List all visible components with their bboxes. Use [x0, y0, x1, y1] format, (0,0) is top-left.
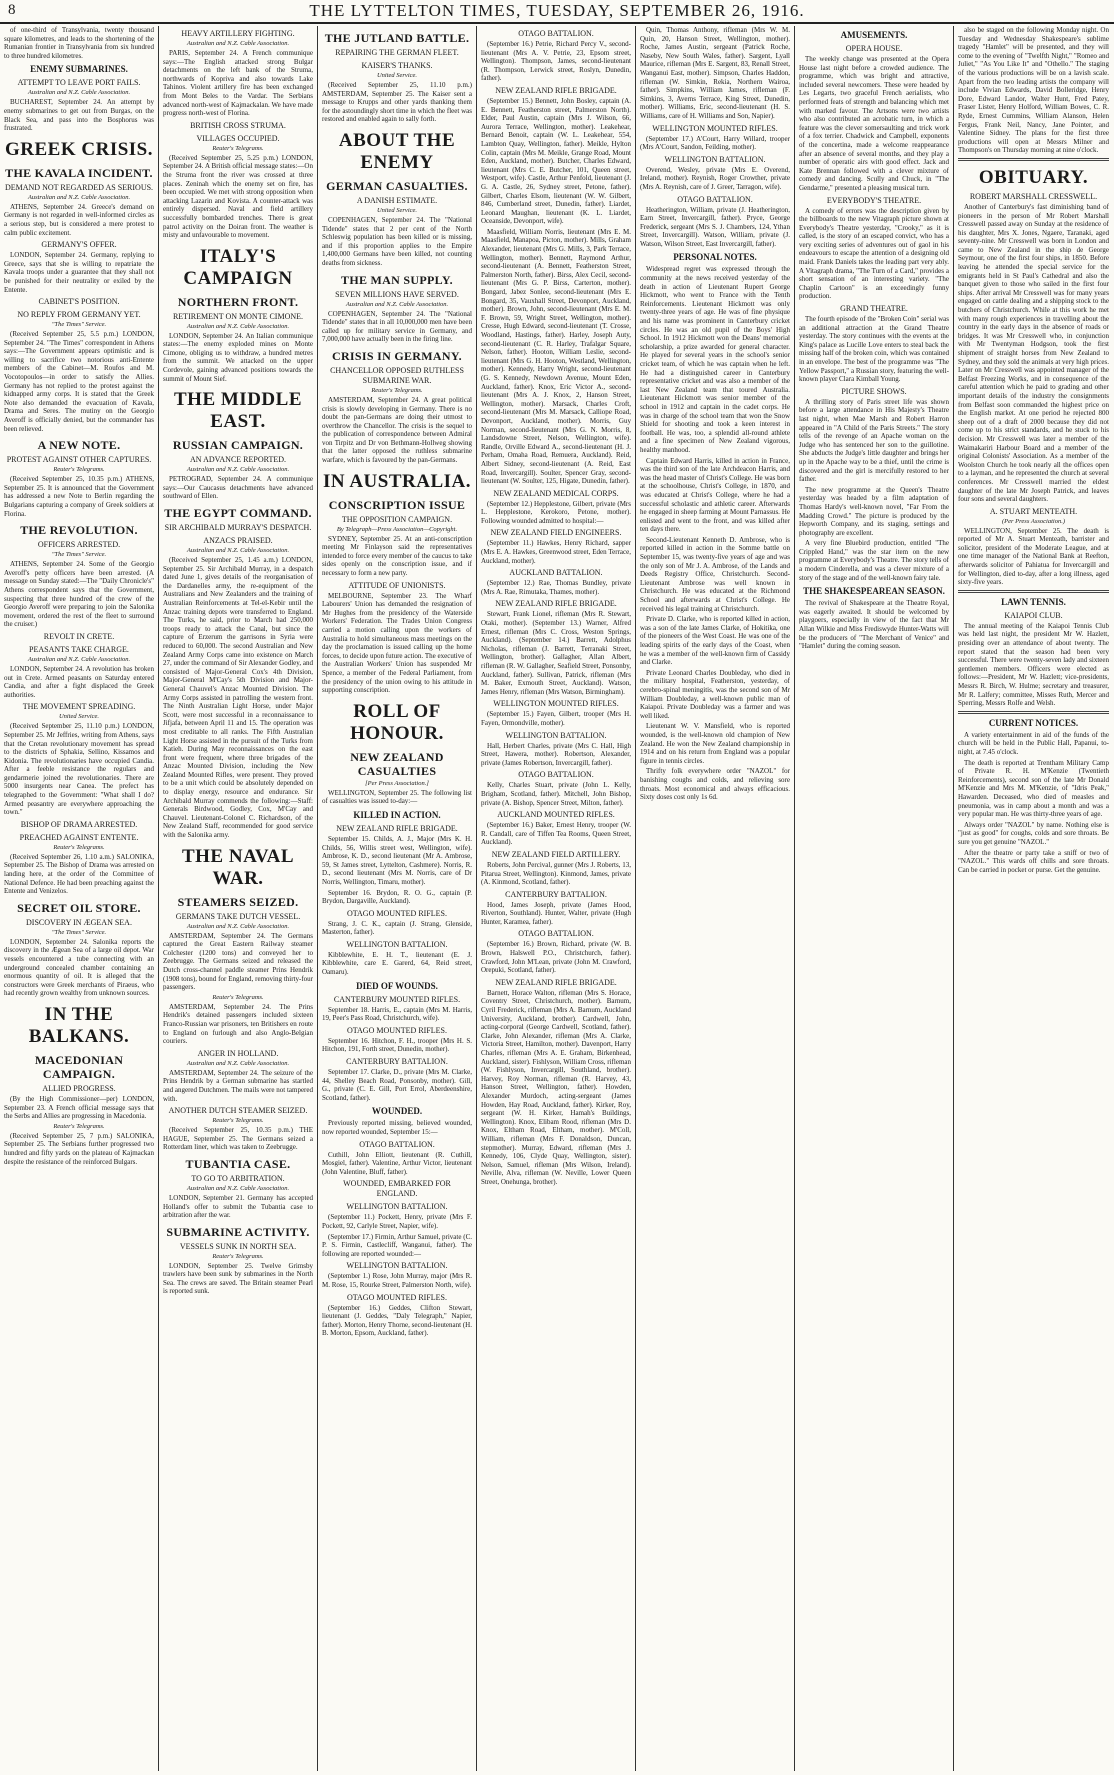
- article-paragraph: Roberts, John Percival, gunner (Mrs J. Roberts, 13, Pitarua Street, Wellington). Kinmond, James, private (A. Kinmond, Scotland, father).: [481, 860, 631, 887]
- small-headline: CANTERBURY BATTALION.: [346, 1057, 448, 1067]
- section-heading: THE MIDDLE EAST.: [174, 389, 302, 433]
- sub-headline: ENEMY SUBMARINES.: [30, 64, 128, 75]
- article-paragraph: ATHENS, September 24. Greece's demand on Germany is not regarded in well-informed circles as a serious step, but is considered a mere protest to calm public excitement.: [4, 202, 154, 237]
- wire-source: Australian and N.Z. Cable Association.: [186, 40, 290, 47]
- sub-headline: THE SHAKESPEAREAN SEASON.: [803, 586, 945, 597]
- article-paragraph: Hall, Herbert Charles, private (Mrs C. Hall, High Street, Hawera, mother). Robertson, Alexander, private (James Robertson, Invercargill, father).: [481, 741, 631, 767]
- article-paragraph: AMSTERDAM, September 24. The Germans captured the Great Eastern Railway steamer Colchester (1200 tons) and conveyed her to Zeebrugge. The Germans seized and released the Dutch cross-channel paddle steamer Prins Hendrik (1908 tons), bound for England, removing thirty-four passengers.: [163, 931, 313, 992]
- article-paragraph: LONDON, September 21. Germany has accepted Holland's offer to submit the Tubantia case to arbitration after the war.: [163, 1193, 313, 1220]
- column-1: [0, 26, 159, 1771]
- article-paragraph: LONDON, September 24. Germany, replying to Greece, says that she is willing to repatriate the Kavala troops under a guarantee that they shall not be punished for their neutrality or exiled by the Entente.: [4, 251, 154, 294]
- article-paragraph: MELBOURNE, September 23. The Wharf Labourers' Union has demanded the resignation of Mr Hughes from the presidency of the Waterside Workers' Federation. The Trades Union Congress carried a motion calling upon the workers of Australia to hold simultaneous mass meetings on the day the proclamation is issued calling up the home forces, to decide upon future action. The executive of the Australian Workers' Union has suspended Mr Spence, a member of the Federal Parliament, from the presidency of the union owing to his attitude in supporting conscription.: [322, 591, 472, 695]
- article-paragraph: The revival of Shakespeare at the Theatre Royal, was eagerly awaited. It should be welcomed by playgoers, especially in view of the fact that Mr Allan Wilkie and Miss Frediswyde Hunter-Watts will be the producers of "The Merchant of Venice" and "Hamlet" during the coming season.: [799, 599, 949, 651]
- article-paragraph: (September 11.) Hawkes, Henry Richard, sapper (Mrs E. A. Hawkes, Greenwood street, Eden Terrace, Auckland, mother).: [481, 539, 631, 565]
- sub-headline: DIED OF WOUNDS.: [356, 980, 438, 991]
- article-paragraph: A comedy of errors was the description given by the billboards to the new Vitagraph picture shown at Everybody's Theatre yesterday, "Crooky," as it is called, is the story of an escaped convict, who has a very exciting series of adventures out of gaol in his endeavours to escape the attention of a designing old maid. Frank Daniels takes the leading part very ably. A Vitagraph drama, "The Turn of a Card," provides a short sensation of an interesting variety. "The Chaplin Cartoon" is an exceedingly funny production.: [799, 206, 949, 301]
- article-paragraph: (September 16.) Baker, Ernest Henry, trooper (W. R. Candall, care of Tiffen Tea Rooms, Queen Street, Auckland).: [481, 821, 631, 847]
- article-paragraph: COPENHAGEN, September 24. The "National Tidende" states that in all 10,000,000 men have been called up for military service in Germany, and 7,000,000 have actually been in the firing line.: [322, 309, 472, 344]
- small-headline: KAIAPOI CLUB.: [1004, 610, 1063, 620]
- article-headline: GERMAN CASUALTIES.: [326, 178, 468, 193]
- article-paragraph: Hood, James Joseph, private (James Hood, Riverton, Southland). Hunter, Walter, private (Hugh Hunter, Karamea, father).: [481, 900, 631, 926]
- small-headline: SEVEN MILLIONS HAVE SERVED.: [335, 289, 459, 299]
- small-headline: OTAGO BATTALION.: [359, 1139, 435, 1149]
- small-headline: NEW ZEALAND MEDICAL CORPS.: [493, 488, 619, 498]
- article-paragraph: AMSTERDAM, September 24. A great political crisis is slowly developing in Germany. There is no doubt the pan-Germans are doing their utmost to overthrow the Chancellor. The crisis is the sequel to the publication of correspondence between Admiral von Tirpitz and Dr von Bethmann-Hollweg showing that the latter opposed the ruthless submarine warfare, which is favoured by the pan-Germans.: [322, 395, 472, 465]
- article-paragraph: September 18. Harris, E., captain (Mrs M. Harris, 19, Peer's Pass Road, Christchurch, wife).: [322, 1005, 472, 1023]
- wire-source: "The Times" Service.: [51, 928, 107, 936]
- wire-source: Australian and N.Z. Cable Association.: [186, 922, 290, 930]
- sub-headline: PERSONAL NOTES.: [673, 252, 757, 263]
- article-paragraph: Stewart, Frank Lionel, rifleman (Mrs R. Stewart, Otaki, mother). (September 13.) Warner, Alfred Ernest, rifleman (Mrs C. Cross, Weston Springs, Auckland). (September 14.) Barrett, Adolphus Nicholas, rifleman (J. Barrett, Terranaki Street, Wellington, brother). Gallagher, Allan Albert, rifleman (R. W. Gallagher, Seafield Street, Ponsonby, Auckland, father). Sullivan, Patrick, rifleman (Mrs M. Baker, Exmouth Street, Auckland). Watson, James Henry, rifleman (Mrs Watson, Birmingham).: [481, 610, 631, 696]
- small-headline: OPERA HOUSE.: [845, 44, 903, 53]
- section-heading: IN AUSTRALIA.: [323, 470, 471, 492]
- article-paragraph: Kelly, Charles Stuart, private (John L. Kelly, Brigham, Scotland, father). Mitchell, John Bishop, private (A. Bishop, Spencer Street, Milton, father).: [481, 781, 631, 807]
- small-headline: PICTURE SHOWS.: [841, 386, 907, 396]
- article-headline: RUSSIAN CAMPAIGN.: [172, 438, 304, 453]
- article-headline: A NEW NOTE.: [37, 438, 121, 453]
- article-paragraph: (September 16.) Geddes, Clifton Stewart, lieutenant (J. Geddes, "Daly Telegraph," Napier, father). Morton, Henry Thorne, second-lieutenant (H. B. Morton, Epsom, Auckland, father).: [322, 1303, 472, 1338]
- article-paragraph: LONDON, September 24. Salonika reports the discovery in the Ægean Sea of a large oil depot. War vessels encountered a tube connecting with an underground concealed chamber containing an enormous quantity of oil. It is alleged that the constructors were Greek merchants of Piraeus, who had recently grown wealthy from unknown sources.: [4, 937, 154, 998]
- small-headline: ATTEMPT TO LEAVE PORT FAILS.: [17, 78, 141, 88]
- small-headline: CANTERBURY MOUNTED RIFLES.: [333, 994, 461, 1004]
- article-paragraph: After the theatre or party take a sniff or two of "NAZOL." This wards off chills and sore throats. Can be carried in pocket or purse. Get the genuine.: [958, 848, 1109, 874]
- article-paragraph: (September 17.) Firmin, Arthur Samuel, private (C. P. S. Firmin, Castlecliff, Wanganui, father). The following are reported wounded:—: [322, 1232, 472, 1258]
- small-headline: ANGER IN HOLLAND.: [197, 1048, 279, 1058]
- small-headline: BISHOP OF DRAMA ARRESTED.: [20, 819, 138, 829]
- wire-source: Reuter's Telegrams.: [53, 1122, 105, 1130]
- small-headline: GRAND THEATRE.: [840, 304, 908, 314]
- wire-source: Reuter's Telegrams.: [212, 144, 264, 152]
- small-headline: OTAGO BATTALION.: [677, 194, 753, 204]
- article-paragraph: The death is reported at Trentham Military Camp of Private R. H. M'Kenzie (Twentieth Reinforcements), second son of the late Mr Donald M'Kenzie and Mrs M. M'Kenzie, of "Idris Peak," Hawarden. Deceased, who died of measles and pneumonia, was in camp about a month and was a very popular man. He was thirty-three years of age.: [958, 758, 1109, 819]
- wire-source: Australian and N.Z. Cable Association.: [186, 466, 290, 474]
- small-headline: ATTITUDE OF UNIONISTS.: [348, 580, 446, 590]
- article-paragraph: (September 17.) A'Court, Harry Willard, trooper (Mrs A'Court, Sandon, Feilding, mother).: [640, 134, 790, 152]
- article-paragraph: September 16. Brydon, R. O. G., captain (P. Brydon, Dargaville, Auckland).: [322, 888, 472, 906]
- wire-source: Australian and N.Z. Cable Association.: [27, 655, 131, 663]
- wire-source: Reuter's Telegrams.: [53, 466, 105, 474]
- article-headline: SECRET OIL STORE.: [17, 900, 141, 915]
- article-paragraph: Widespread regret was expressed through the community at the news received yesterday of the death in action of Lieutenant Rupert George Hickmott, who went to France with the Tenth Reinforcements. Lieutenant Hickmott was only twenty-three years of age. He was of fine physique and his name was prominent in Canterbury cricket circles. He was an old pupil of the Boys' High School. In 1912 Hickmott won the Deans' memorial scholarship, a prize awarded for general character. He played for several years in the school's senior cricket team, of which he was captain when he left. He had a distinguished career in Canterbury representative cricket and was also a member of the last New Zealand team that toured Australia. Lieutenant Hickmott was senior member of the school in 1912 and captain in the cadet corps. He was in charge of the school team that won the Snow Shield for shooting and took a keen interest in football. He was, too, a splendid all-round athlete and a fine specimen of New Zealand vigorous, healthy manhood.: [640, 265, 790, 454]
- article-paragraph: Maasfield, William Norris, lieutenant (Mrs E. M. Maasfield, Manapoa, Picton, mother). Mills, Graham Alexander, lieutenant (Mrs G. Mills, 3, Park Terrace, Wellington, mother). Bennett, Raymond Arthur, second-lieutenant (A. Bennett, Featherston Street, Palmerston North, father). Birss, Alex Cecil, second-lieutenant (Mrs G. P. Birss, Carterton, mother). Bongard, Jabez Sonlee, second-lieutenant (Mrs E. Bongard, 35, Vauxhall Street, Devonport, Auckland, mother). Brown, John, second-lieutenant (Mrs E. M. F. Brown, 59, Wright Street, Wellington, mother). Cresse, Hugh Edward, second-lieutenant (T. Crosse, Woodland, Hastings, father). Harley, Joseph Auty, second-lieutenant (C. R. Harley, Trafalgar Square, Nelson, father). Hooton, William Leslie, second-lieutenant (Mrs G. H. Hooton, Westland, Wellington, mother). Kennedy, Harry Wright, second-lieutenant (G. S. Kennedy, Newdown Avenue, Mount Eden, Auckland, father). Knox, Eric Victor A., second-lieutenant (Mrs A. J. Knox, 2, Hanson Street, Wellington, mother). Marsack, Charles Croft, second-lieutenant (Mrs M. Marsack, Calliope Road, Devonport, Auckland, mother). Morris, Guy Norman, second-lieutenant (Mrs G. N. Morris, 8, Landsdowne Street, Nelson, Wellington, wife). Randle, Orville Edward A., second-lieutenant (H. J. Perham, Omaha Road, Remuera, Auckland). Reid, Albert Sidney, second-lieutenant (A. Reid, East Road, Invercargill). Soulter, Spencer Gray, second-lieutenant (W. Soulter, 125, Higate, Dunedin, father).: [481, 227, 631, 486]
- wire-source: United Service.: [58, 713, 100, 721]
- small-headline: EVERYBODY'S THEATRE.: [826, 195, 922, 205]
- wire-source: United Service.: [376, 206, 418, 214]
- small-headline: NO REPLY FROM GERMANY YET.: [17, 310, 141, 320]
- small-headline: WELLINGTON BATTALION.: [346, 939, 448, 949]
- article-headline: THE JUTLAND BATTLE.: [324, 31, 470, 45]
- wire-source: Australian and N.Z. Cable Association.: [186, 322, 290, 330]
- article-paragraph: (Received September 26, 1.10 a.m.) SALONIKA, September 25. The Bishop of Drama was arrested on landing here, at the order of the Committee of National Defence. He had been preaching against the Entente and Venizelos.: [4, 852, 154, 896]
- small-headline: WELLINGTON MOUNTED RIFLES.: [652, 123, 778, 133]
- wire-source: "The Times" Service.: [51, 551, 107, 559]
- wire-source: Reuter's Telegrams.: [371, 386, 423, 394]
- article-paragraph: ATHENS, September 24. Some of the Georgio Averoff's petty officers have been arrested. (A message on Sunday stated:—The "Daily Chronicle's" Athens correspondent says that the Government, suspecting that three hundred of the crew of the Georgio Averoff were preparing to join the Salonika movement, ordered the rest of the fleet to surround the cruiser.): [4, 560, 154, 629]
- small-headline: NEW ZEALAND RIFLE BRIGADE.: [495, 599, 617, 609]
- article-headline: NORTHERN FRONT.: [177, 294, 299, 309]
- small-headline: AUCKLAND BATTALION.: [509, 568, 603, 578]
- small-headline: BRITISH CROSS STRUMA.: [190, 120, 286, 130]
- small-headline: GERMANS TAKE DUTCH VESSEL.: [175, 911, 301, 921]
- small-headline: NEW ZEALAND RIFLE BRIGADE.: [495, 85, 617, 95]
- article-paragraph: September 17. Clarke, D., private (Mrs M. Clarke, 44, Shelley Beach Road, Ponsonby, mother). Gill, G., private (C. E. Gill, Port Errol, Aberdeenshire, Scotland, father).: [322, 1068, 472, 1102]
- small-headline: WOUNDED, EMBARKED FOR ENGLAND.: [343, 1179, 451, 1199]
- small-headline: PEASANTS TAKE CHARGE.: [29, 644, 129, 654]
- small-headline: ROBERT MARSHALL CRESSWELL.: [969, 191, 1098, 201]
- article-headline: TUBANTIA CASE.: [185, 1156, 291, 1171]
- small-headline: CANTERBURY BATTALION.: [505, 889, 607, 899]
- wire-source: Australian and N.Z. Cable Association.: [27, 89, 131, 97]
- small-headline: WELLINGTON BATTALION.: [346, 1261, 448, 1271]
- small-headline: SIR ARCHIBALD MURRAY'S DESPATCH.: [164, 523, 312, 533]
- article-paragraph: (Received September 25, 10.35 p.m.) ATHENS, September 25. It is announced that the Government has addressed a new Note to Berlin regarding the Bulgarians capturing a company of Greek soldiers at Florina.: [4, 475, 154, 518]
- article-paragraph: Lieutenant W. V. Mansfield, who is reported wounded, is the well-known old champion of New Zealand. He won the New Zealand championship in 1914 and on his return from England was a popular figure in tennis circles.: [640, 722, 790, 765]
- newspaper-title: THE LYTTELTON TIMES, TUESDAY, SEPTEMBER 26, 1916.: [309, 1, 805, 20]
- small-headline: WELLINGTON BATTALION.: [664, 154, 766, 164]
- article-paragraph: Always order "NAZOL" by name. Nothing else is "just as good" for coughs, colds and sore throats. Be sure you get genuine "NAZOL.": [958, 820, 1109, 846]
- article-paragraph: The weekly change was presented at the Opera House last night before a crowded audience. The programme, which was bright and attractive, included several newcomers. These were headed by Les Legarts, two graceful French aerialists, who performed feats of strength and balancing which met with marked favour. The Artsons were two artists who also contributed an acrobatic turn, in which a feature was the clever somersaulting and trick work of a fox terrier. Chadwick and Campbell, exponents of the concertina, made a welcome reappearance after an absence of several months, and they play a number of operatic airs with good effect. Jack and Kate Brennan followed with a clever mixture of comedy and dancing. Scully and Chuck, in "The Gendarme," presented a pleasing musical turn.: [799, 55, 949, 192]
- small-headline: OTAGO BATTALION.: [518, 929, 594, 939]
- wire-source: By Telegraph—Press Association—Copyright.: [336, 525, 458, 533]
- article-paragraph: (Received September 25, 11.10 p.m.) LONDON, September 25. Mr Jeffries, writing from Athens, says that the Cretan revolutionary movement has spread to the districts of Sphakia, Sellino, Kissamos and Kidonia. The revolutionaries have occupied Candia. After a feeble resistance the regulars and gendarmerie joined the revolutionaries. There are 5000 insurgents near Canea. The prefect has telegraphed to the Government: "What shall I do? Armed peasantry are everywhere approaching the town.": [4, 722, 154, 817]
- article-paragraph: AMSTERDAM, September 24. The Prins Hendrik's detained passengers included sixteen Franco-Russian war prisoners, ten Britishers en route to England on furlough and also Anglo-Belgian couriers.: [163, 1002, 313, 1046]
- article-paragraph: The new programme at the Queen's Theatre yesterday was headed by a film adaptation of Thomas Hardy's well-known novel, "Far From the Madding Crowd." The picture is produced by the Hepworth Company, and its staging, settings and photography are excellent.: [799, 485, 949, 537]
- article-paragraph: COPENHAGEN, September 24. The "National Tidende" states that 2 per cent of the North Schleswig population has been killed or is missing, and if this proportion applies to the Empire 1,400,000 Germans have been killed, not counting deaths from sickness.: [322, 215, 472, 267]
- article-paragraph: Another of Canterbury's fast diminishing band of pioneers in the person of Mr Robert Marshall Cresswell passed away on Sunday at the residence of his daughter, Mrs X. Jones, Ngaere, Taranaki, aged seventy-nine. Mr Cresswell was born in London and came to New Zealand in the ship de George Seymour, one of the first four ships, in 1850. Before leaving he attended the special service for the emigrants held in St Paul's Cathedral and also the banquet given to those who sailed in the first four ships. After arrival Mr Cresswell was for many years engaged on cattle dealing and a shipping stock to the butchers of Christchurch. While at this work he met with many rough experiences in travelling about the country in the early days in the absence of roads or bridges. It was Mr Cresswell who, in conjunction with Mr Twentyman Hodgson, took the first shipment of straight horses from New Zealand to Sydney, and they sold the animals at very high prices. Later on Mr Cresswell was appointed manager of the Belfast Freezing Works, and in consequence of the careful attention which he paid to grading and other important details of the industry the consignments from Belfast soon commanded the highest price on the English market. At one period he rejected 800 sheep out of a draft of 2000 because they did not come up to his strict standards, and he stuck to his decision. Mr Cresswell was later a member of the Waimakariri Harbour Board and a member of the original Colonists' Association. As a member of the Woolston Church he took nearly all the offices open to a layman, and he represented the church at several conferences. Mr Cresswell married the eldest daughter of the late Mr Joseph Patrick, and leaves four sons and several daughters.: [958, 202, 1109, 504]
- article-paragraph: (September 12.) Hepplestone, Gilbert, private (Mrs L. Hepplestone, Kerokoro, Petone, mother). Following wounded admitted to hospital:—: [481, 499, 631, 525]
- article-paragraph: (By the High Commissioner—per) LONDON, September 23. A French official message says that the Serbs and Allies are progressing in Macedonia.: [4, 1094, 154, 1121]
- wire-source: (Per Press Association.): [1001, 517, 1065, 525]
- article-paragraph: Second-Lieutenant Kenneth D. Ambrose, who is reported killed in action in the Somme battle on September 15, was twenty-five years of age and was the only son of Mr J. A. Ambrose, of the Lands and Deeds Registry Office, Christchurch. Second-Lieutenant Ambrose was well known in Christchurch. He was educated at the Richmond School and afterwards at Christ's College. He received his legal training at Christchurch.: [640, 535, 790, 613]
- article-paragraph: PETROGRAD, September 24. A communique says:—Our Caucasus detachments have advanced southward of Ellen.: [163, 475, 313, 501]
- small-headline: CHANCELLOR OPPOSED RUTHLESS SUBMARINE WAR.: [330, 365, 464, 385]
- section-heading: OBITUARY.: [978, 166, 1089, 188]
- sub-headline: KILLED IN ACTION.: [353, 809, 441, 820]
- section-heading: ITALY'S CAMPAIGN: [183, 245, 293, 289]
- column-2: [159, 26, 318, 1771]
- article-paragraph: WELLINGTON, September 25. The death is reported of Mr A. Stuart Menteath, barrister and solicitor, president of the Moderate League, and at one time manager of the National Bank at Reefton, afterwards solicitor of Pahiatua for Invercargill and for Wellington, died to-day, after a long illness, aged sixty-five years.: [958, 526, 1109, 587]
- column-4: [477, 26, 636, 1771]
- small-headline: PREACHED AGAINST ENTENTE.: [19, 832, 139, 842]
- article-paragraph: also be staged on the following Monday night. On Tuesday and Wednesday Shakespeare's sublime tragedy "Hamlet" will be presented, and they will come to the evening of "Twelfth Night," "Romeo and Juliet," "As You Like It" and "Othello." The staging of the various productions will be on a lavish scale. Apart from the two leading artists the company will include Vivian Edwards, David Bolleridge, Henry Dore, Edward Landor, Walter Hunt, Fred Patey, Fraser Lister, Henry Holford, William Bowes, C. R. Ryde, Ernest Cummins, William Alanson, Helen Fergus, Frank Neil, Nancy, Jane Pointer, and Valentine Sidney. The plans for the first three productions will open at Messrs Milner and Thompson's on Thursday morning at nine o'clock.: [958, 26, 1109, 155]
- small-headline: WELLINGTON BATTALION.: [505, 730, 607, 740]
- article-paragraph: Barnett, Horace Walton, rifleman (Mrs S. Horace, Coventry Street, Christchurch, mother). Barnum, Cyril Frederick, rifleman (Mrs A. Barnum, Auckland University, Auckland, brother). Cardwell, John, acting-corporal (George Cardwell, Scotland, father). Clarke, John Alexander, rifleman (Mrs A. Clarke, Victoria Street, Hamilton, mother). Davenport, Harry Charles, rifleman (Mrs A. E. Graham, Birkenhead, Auckland, sister). Fishlyson, William Cross, rifleman (W. Fishlyson, Invercargill, Southland, brother). Harvey, Roy Norman, rifleman (R. Harvey, 43, Hanson Street, Wellington, father). Howden, Alexander Murdoch, acting-sergeant (James Howden, Hay Road, Auckland, father). Kirker, Roy, sergeant (W. H. Kirker, Hamah's Buildings, Wellington). Knox, Elibam Rood, rifleman (Mrs D. Knox, Eltham Road, Eltham, mother). M'Coll, William, rifleman (Mrs F. Donaldson, Duncan, stepmother). Murray, Edward, rifleman (Mrs J. Kennedy, 106, Clyde Quay, Wellington, sister). Nelson, Samuel, rifleman (Mrs Wilson, Ireland). Neville, Alva, rifleman (W. Neville, Lower Queen Street, Onehunga, brother).: [481, 988, 631, 1186]
- article-headline: STEAMERS SEIZED.: [177, 894, 299, 909]
- small-headline: THE OPPOSITION CAMPAIGN.: [341, 514, 453, 524]
- small-headline: CABINET'S POSITION.: [38, 297, 120, 307]
- article-paragraph: (September 16.) Brown, Richard, private (W. B. Brown, Halswell P.O., Christchurch, father). Crawford, John M'Lean, private (John M. Crawford, Orepuki, Scotland, father).: [481, 940, 631, 975]
- article-paragraph: WELLINGTON, September 25. The following list of casualties was issued to-day:—: [322, 788, 472, 806]
- columns: [0, 26, 1114, 1771]
- article-paragraph: (Received September 25, 7 p.m.) SALONIKA, September 25. The Serbians further progressed two hundred and fifty yards on the plateau of Kajmackan despite the resistance of the reinforced Bulgars.: [4, 1131, 154, 1166]
- page-number: 8: [8, 2, 17, 18]
- small-headline: REPAIRING THE GERMAN FLEET.: [335, 48, 459, 57]
- masthead: [0, 0, 1114, 24]
- article-paragraph: BUCHAREST, September 24. An attempt by enemy submarines to get out from Burgas, on the Black Sea, and pass into the Bosphorus was frustrated.: [4, 98, 154, 133]
- article-paragraph: (Received September 25, 5.25 p.m.) LONDON, September 24. A British official message states:—On the Struma front the river was crossed at three places. Zeninah which the enemy set on fire, has been occupied. We met with strong opposition when attacking Lazarin and Kovista. A counter-attack was entirely dispersed. Naval and field artillery successfully bombarded trenches. There is great patrol activity on the Doiran front. The weather is misty and unfavourable to movement.: [163, 153, 313, 240]
- article-paragraph: Private Leonard Charles Doubleday, who died in the military hospital, Featherston, yesterday, of cerebro-spinal meningitis, was the second son of Mr William Doubleday, a well-known public man of Kaiapoi. Private Doubleday was a farmer and was well liked.: [640, 668, 790, 720]
- article-paragraph: The annual meeting of the Kaiapoi Tennis Club was held last night, the president Mr W. Hazlett, presiding over an attendance of about twenty. The report stated that the season had been very successful. There were twenty-seven lady and sixteen gentlemen members. Officers were elected as follows:—President, Mr W. Hazlett; vice-presidents, Messrs R. Birch, W. Hulme; secretary and treasurer, Mr R. Lalfery; committee, Misses Ruth, Mercer and Sperring, Messrs Rolfe and Welsh.: [958, 621, 1109, 708]
- small-headline: HEAVY ARTILLERY FIGHTING.: [181, 29, 295, 38]
- wire-source: United Service.: [376, 72, 418, 79]
- article-paragraph: Quin, Thomas Anthony, rifleman (Mrs W. M. Quin, 20, Hanson Street, Wellington, mother). Roche, James Austin, sergeant (Patrick Roche, Naseby, New South Wales, father). Sargent, Lyall Maurice, rifleman (Mrs E. Sargent, 83, Renall Street, Wanganui East, mother). Simpson, Charles Haddon, rifleman (W. Simkin, Rekia, Northern Wairoa, father). Simpkins, William James, rifleman (F. Simkins, 3, Averns Terrace, King Street, Dunedin, mother). Williams, Eric, second-lieutenant (H. S. Williams, care of H. Williams and Son, Napier).: [640, 26, 790, 120]
- article-paragraph: Strang, J. C. K., captain (J. Strang, Glenside, Masterton, father).: [322, 919, 472, 937]
- small-headline: OTAGO MOUNTED RIFLES.: [346, 1292, 448, 1302]
- small-headline: A DANISH ESTIMATE.: [356, 195, 438, 205]
- article-headline: CONSCRIPTION ISSUE: [328, 497, 466, 512]
- sub-headline: AMUSEMENTS.: [840, 30, 908, 40]
- small-headline: OTAGO BATTALION.: [518, 29, 594, 38]
- article-headline: THE EGYPT COMMAND.: [164, 506, 312, 521]
- small-headline: ANOTHER DUTCH STEAMER SEIZED.: [168, 1106, 308, 1116]
- article-paragraph: Kibblewhite, E. H. T., lieutenant (E. J. Kibblewhite, care E. Garerd, 64, Reid street, Oamaru).: [322, 950, 472, 977]
- column-5: [636, 26, 795, 1771]
- small-headline: ALLIED PROGRESS.: [42, 1083, 116, 1093]
- article-paragraph: September 15. Childs, A. J., Major (Mrs K. H. Childs, 56, Willis street west, Wellington, wife). Ambrose, K. D., second lieutenant (Mr A. Ambrose, 59, St James street, Lyttelton, Cashmere). Norris, R. D., second lieutenant (Mrs M. Norris, care of Dr Norris, Wellington, Timaru, mother).: [322, 834, 472, 886]
- small-headline: VILLAGES OCCUPIED.: [196, 133, 280, 143]
- section-heading: IN THE BALKANS.: [28, 1003, 130, 1047]
- small-headline: NEW ZEALAND FIELD ENGINEERS.: [490, 528, 622, 538]
- article-paragraph: SYDNEY, September 25. At an anti-conscription meeting Mr Finlayson said the representatives intended to force every member of the caucus to take sides openly on the conscription issue, and if necessary to form a new party.: [322, 534, 472, 578]
- wire-source: Reuter's Telegrams.: [212, 993, 264, 1001]
- article-paragraph: (September 15.) Fayen, Gilbert, trooper (Mrs H. Fayen, Ormondville, mother).: [481, 710, 631, 727]
- article-paragraph: (September 11.) Pockett, Henry, private (Mrs F. Pockett, 92, Carlyle Street, Napier, wife).: [322, 1213, 472, 1230]
- small-headline: OTAGO MOUNTED RIFLES.: [346, 908, 448, 918]
- article-paragraph: (Received September 25, 5.5 p.m.) LONDON, September 24. "The Times" correspondent in Athens says:—The Government appears optimistic and is willing to sacrifice two notorious anti-Entente members of the Cabinet—M. Roufos and M. Vocotopoulos—in order to satisfy the Allies. Germany has not replied to the protest against the kidnapped army corps. It is stated that the Greek Note also demanded the evacuation of Kavala, Drama and Seres. The mutiny on the Georgio Averoff is officially denied, but the commander has been relieved.: [4, 330, 154, 433]
- small-headline: GERMANY'S OFFER.: [41, 240, 117, 250]
- wire-source: Reuter's Telegrams.: [53, 843, 105, 851]
- divider: [958, 590, 1109, 593]
- small-headline: VESSELS SUNK IN NORTH SEA.: [179, 1241, 297, 1251]
- section-heading: THE NAVAL WAR.: [181, 845, 295, 889]
- sub-headline: WOUNDED.: [371, 1106, 423, 1117]
- small-headline: NEW ZEALAND RIFLE BRIGADE.: [336, 823, 458, 833]
- article-headline: NEW ZEALAND CASUALTIES: [350, 749, 444, 778]
- small-headline: A. STUART MENTEATH.: [989, 506, 1078, 516]
- sub-headline: CURRENT NOTICES.: [988, 717, 1079, 728]
- article-paragraph: AMSTERDAM, September 24. The seizure of the Prins Hendrik by a German submarine has startled and angered Dutchmen. The mails were not tampered with.: [163, 1068, 313, 1103]
- article-headline: SUBMARINE ACTIVITY.: [166, 1224, 310, 1239]
- divider: [958, 158, 1109, 161]
- section-heading: ROLL OF HONOUR.: [350, 700, 444, 744]
- article-paragraph: Cuthill, John Elliott, lieutenant (R. Cuthill, Mosgiel, father). Valentine, Arthur Victor, lieutenant (John Valentine, Bluff, father).: [322, 1150, 472, 1176]
- article-paragraph: LONDON, September 24. An Italian communique states:—The enemy exploded mines on Monte Cimone, obliging us to withdraw, a hundred metres from the summit. We attacked on the upper Cordevole, gaining advanced positions towards the summit of Mount Sief.: [163, 331, 313, 383]
- small-headline: AUCKLAND MOUNTED RIFLES.: [497, 810, 615, 820]
- small-headline: WELLINGTON MOUNTED RIFLES.: [493, 699, 619, 709]
- small-headline: TO GO TO ARBITRATION.: [191, 1173, 285, 1183]
- small-headline: OTAGO MOUNTED RIFLES.: [346, 1025, 448, 1035]
- small-headline: RETIREMENT ON MONTE CIMONE.: [172, 311, 304, 321]
- article-paragraph: (Received September 25, 1.45 a.m.) LONDON, September 25. Sir Archibald Murray, in a despatch dated June 1, gives details of the reorganisation of the Dardanelles army, the re-equipment of the Australians and New Zealanders and the training of Australian Reinforcements at Tel-el-Kebir until the Anzac training depots were transferred to England. The Turks, he said, prior to March had 250,000 troops ready to attack the Canal, but since the capture of Erzerum the garrisons in Syria were reduced to 60,000. The second Australian and New Zealand Army Corps came into existence on March 27, under the command of Sir Alexander Godley, and consisted of Major-General Cox's 4th Division, Major-General M'Cay's 5th Division and Major-General Chauvel's Anzac Mounted Division. The Army Corps assisted in patrolling the western front. The Ninth Australian Light Horse, under Major Scott, were most successful in a reconnaissance to Jifjafa, between April 11 and 15. The operation was most creditable to all ranks. The Fifth Australian Light Horse assisted in the pursuit of the Turks from Katieh. During May reconnaissances on the east front were frequent, where three brigades of the Anzac Mounted Division, including the New Zealand Mounted Rifles, were present. They proved to be a unit which could be absolutely depended on to display energy, resource and endurance. Sir Archibald Murray commends the following:—Staff: Generals Birdwood, Godley, Cox, M'Cay and Chauvel. Lieutenant-Colonel C. Richardson, of the New Zealand Staff, recommended for good service with the Salonika army.: [163, 556, 313, 840]
- article-headline: MACEDONIAN CAMPAIGN.: [34, 1052, 124, 1081]
- article-paragraph: of one-third of Transylvania, twenty thousand square kilometres, and leads to the shortening of the Rumanian frontier in Transylvania from six hundred to three hundred kilometres.: [4, 26, 154, 60]
- wire-source: "The Times" Service.: [51, 321, 107, 329]
- column-7: [954, 26, 1113, 1771]
- article-paragraph: (Received September 25, 10.35 p.m.) THE HAGUE, September 25. The Germans seized a Rotterdam liner, which was taken to Zeebrugge.: [163, 1126, 313, 1152]
- wire-source: Australian and N.Z. Cable Association.: [186, 1184, 290, 1192]
- small-headline: REVOLT IN CRETE.: [43, 631, 115, 641]
- wire-source: Australian and N.Z. Cable Association.: [186, 547, 290, 555]
- small-headline: DISCOVERY IN ÆGEAN SEA.: [26, 917, 132, 927]
- article-headline: CRISIS IN GERMANY.: [332, 348, 462, 363]
- column-3: [318, 26, 477, 1771]
- small-headline: DEMAND NOT REGARDED AS SERIOUS.: [4, 182, 154, 192]
- small-headline: OTAGO BATTALION.: [518, 770, 594, 780]
- article-paragraph: September 16. Hitchon, F. H., trooper (Mrs H. S. Hitchon, 191, Forth street, Dunedin, mother).: [322, 1036, 472, 1054]
- section-heading: GREEK CRISIS.: [5, 138, 153, 160]
- article-paragraph: Overend, Wesley, private (Mrs E. Overend, Ireland, mother). Reynish, Roger Crowther, private (Mrs A. Reynish, care of J. Greer, Tarragon, wife).: [640, 165, 790, 191]
- small-headline: WELLINGTON BATTALION.: [346, 1202, 448, 1212]
- article-paragraph: Thrifty folk everywhere order "NAZOL" for banishing coughs and colds, and relieving sore throats. Most economical and always efficacious. Sixty doses cost only 1s 6d.: [640, 767, 790, 802]
- small-headline: PROTEST AGAINST OTHER CAPTURES.: [6, 455, 152, 465]
- column-6: [795, 26, 954, 1771]
- article-paragraph: PARIS, September 24. A French communique says:—The English attacked strong Bulgar detachments on the left bank of the Struma, northwards of Kopriva and also towards Lake Tahinos. Violent artillery fire has been exchanged from Mont Beles to the Vardar. The Serbians advanced north-west of Kajmackalan. We have made progress north-west of Florina.: [163, 49, 313, 118]
- article-paragraph: Private D. Clarke, who is reported killed in action, was a son of the late James Clarke, of Hokitika, one of the pioneers of the West Coast. He was one of the leading spirits of the early days of the Coast, when he was a member of the well-known firm of Cassidy and Clarke.: [640, 615, 790, 667]
- article-paragraph: Captain Edward Harris, killed in action in France, was the third son of the late Archdeacon Harris, and was the head master of Christ's College. He was born at the schoolhouse, Christ's College, in 1870, and was educated at Christ's College, where he had a successful scholastic and athletic career. Afterwards he engaged in sheep farming at Mount Parnassus. He enlisted and went to the front, and was killed after ten days there.: [640, 456, 790, 534]
- article-paragraph: (September 1.) Rose, John Murray, major (Mrs R. M. Rose, 15, Rourke Street, Palmerston North, wife).: [322, 1272, 472, 1289]
- section-heading: ABOUT THE ENEMY: [338, 129, 456, 173]
- article-paragraph: LONDON, September 24. A revolution has broken out in Crete. Armed peasants on Saturday entered Candia, and after a fight displaced the Greek authorities.: [4, 664, 154, 699]
- article-paragraph: Previously reported missing, believed wounded, now reported wounded, September 15:—: [322, 1119, 472, 1136]
- article-paragraph: Heatherington, William, private (J. Heatherington, Earn Street, Invercargill, father). Pryce, George Frederick, sergeant (Mrs S. J. Chambers, 124, Ythan Street, Invercargill). Watson, William, private (J. Watson, Wilson Street, East Invercargill, father).: [640, 205, 790, 248]
- article-paragraph: A thrilling story of Paris street life was shown before a large attendance in His Majesty's Theatre last night, when Mae Marsh and Robert Harron appeared in "A Child of the Paris Streets." The story tells of the revenge of an Apache woman on the Judge who has sentenced her son to the guillotine. She abducts the Judge's little daughter and brings her up in the Apache way to be a thief, until the crime is discovered and the girl is mercifully restored to her father.: [799, 397, 949, 484]
- small-headline: NEW ZEALAND FIELD ARTILLERY.: [491, 849, 621, 859]
- article-headline: THE MAN SUPPLY.: [341, 272, 453, 287]
- wire-source: Reuter's Telegrams.: [212, 1252, 264, 1260]
- article-paragraph: (September 16.) Petrie, Richard Percy V., second-lieutenant (Mrs A. V. Petrie, 23, Epsom street, Wellington). Thompson, James, second-lieutenant (R. Thompson, Lerwick street, Roslyn, Dunedin, father).: [481, 40, 631, 83]
- article-paragraph: A very fine Bluebird production, entitled "The Crippled Hand," was the star item on the new programme at Everybody's Theatre. The story tells of a modern Cinderella, and was a clever mixture of a story of the stage and of the well-known fairy tale.: [799, 539, 949, 582]
- article-paragraph: (September 12.) Rae, Thomas Bundley, private (Mrs A. Rae, Rimutaka, Thames, mother).: [481, 579, 631, 596]
- article-paragraph: The fourth episode of the "Broken Coin" serial was an additional attraction at the Grand Theatre yesterday. The story continues with the events at the King's palace as Lucille Love enters to steal back the missing half of the broken coin, which was contained in an envelope. The best of the programme was "The Yellow Passport," a Russian story, featuring the well-known player Clara Kimball Young.: [799, 315, 949, 384]
- small-headline: AN ADVANCE REPORTED.: [189, 455, 287, 465]
- article-paragraph: (September 15.) Bennett, John Bosley, captain (A. E. Bennett, Featherston street, Palmerston North). Elder, Paul Austin, captain (Mrs J. Wilson, 66, Aurora Terrace, Wellington, mother). Leakehear, Bernard Benoit, captain (W. L. Leakehear, 554, Lambton Quay, Wellington, father). Meikle, Hylton Colin, captain (Mrs M. Meikle, Grange Road, Mount Eden, Auckland, mother). Butcher, Charles Edward, lieutenant (Mrs C. E. Butcher, 101, Queen street, Westport, wife). Castle, Arthur Penfold, lieutenant (J. G. A. Castle, 26, Sydney street, Petone, father). Gilbert, Charles Elsom, lieutenant (W. W. Gilbert, 846, Cumberland street, Dunedin, father). Liardet, Leonard Maughan, lieutenant (K. L. Liardet, Oceanside, Devonport, wife).: [481, 96, 631, 226]
- small-headline: KAISER'S THANKS.: [361, 61, 433, 70]
- divider: [958, 711, 1109, 714]
- small-headline: NEW ZEALAND RIFLE BRIGADE.: [495, 977, 617, 987]
- wire-source: Australian and N.Z. Cable Association.: [186, 1059, 290, 1067]
- article-headline: THE KAVALA INCIDENT.: [5, 165, 153, 180]
- wire-source: [Per Press Association.]: [365, 779, 429, 787]
- small-headline: ANZACS PRAISED.: [203, 536, 273, 546]
- wire-source: Australian and N.Z. Cable Association.: [27, 193, 131, 201]
- article-paragraph: LONDON, September 25. Twelve Grimsby trawlers have been sunk by submarines in the North Sea. The crews are saved. The Britain steamer Pearl is reported sunk.: [163, 1261, 313, 1296]
- wire-source: Australian and N.Z. Cable Association.: [345, 300, 449, 308]
- small-headline: OFFICERS ARRESTED.: [37, 540, 121, 550]
- wire-source: Reuter's Telegrams.: [212, 1117, 264, 1125]
- article-paragraph: A variety entertainment in aid of the funds of the church will be held in the Public Hall, Papanui, to-night, at 7.45 o'clock.: [958, 730, 1109, 756]
- article-paragraph: (Received September 25, 11.10 p.m.) AMSTERDAM, September 25. The Kaiser sent a message to Krupps and other yards thanking them for the astoundingly short time in which the fleet was restored and enabled again to sally forth.: [322, 81, 472, 124]
- sub-headline: LAWN TENNIS.: [1001, 596, 1066, 607]
- article-headline: THE REVOLUTION.: [20, 523, 138, 538]
- small-headline: THE MOVEMENT SPREADING.: [22, 702, 136, 712]
